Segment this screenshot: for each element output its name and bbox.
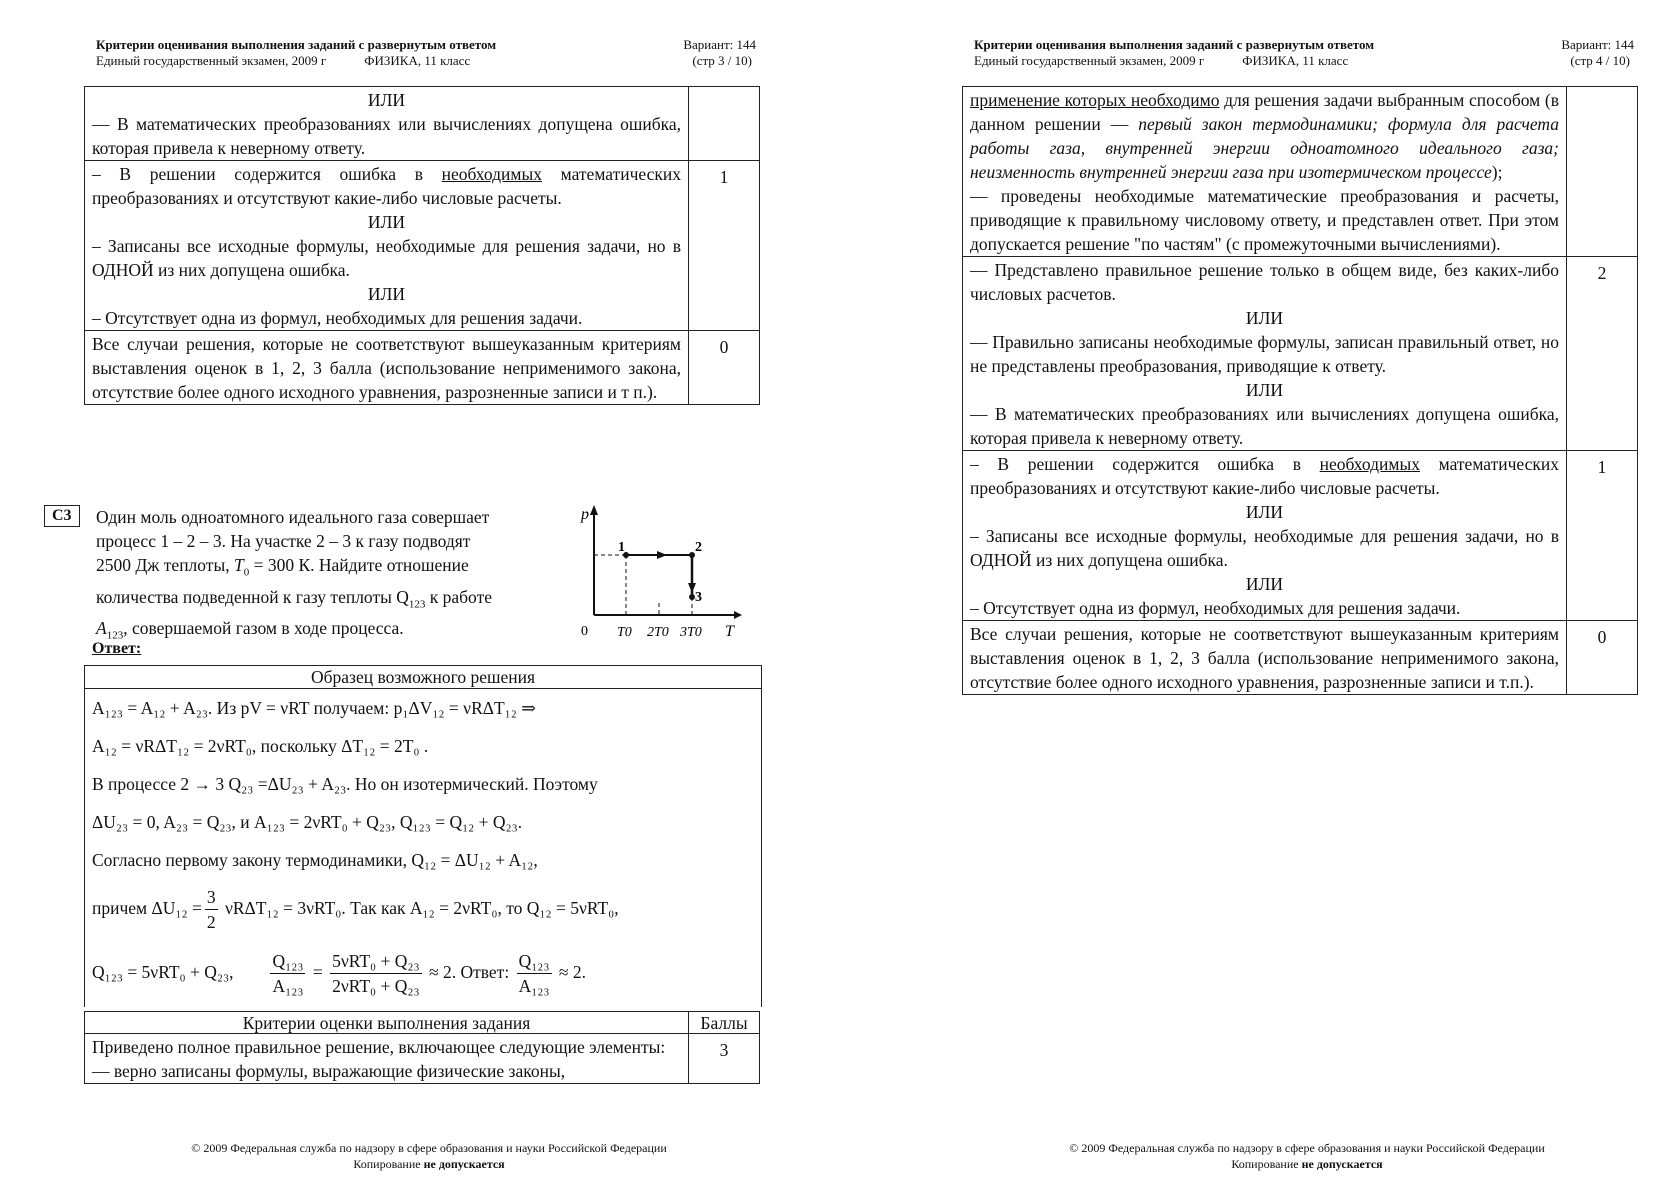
page-header xyxy=(962,0,1652,68)
text-span: математических преобразованиях и отсутствуют какие-либо числовые расчеты. xyxy=(92,164,681,208)
criteria-text: – Записаны все исходные формулы, необходимые для решения задачи, но в ОДНОЙ из них допущена ошибка. xyxy=(970,526,1559,570)
fraction-denominator: A₁₂₃ xyxy=(272,976,304,997)
text-span: Q₁₂₃ = 5νRT₀ + Q₂₃, xyxy=(92,962,234,982)
text-span: Копирование xyxy=(353,1157,424,1171)
footer-copyright: © 2009 Федеральная служба по надзору в сфере образования и науки Российской Федерации xyxy=(191,1141,667,1155)
ili-label: ИЛИ xyxy=(367,212,406,232)
task-line: количества подведенной к газу теплоты $Q_{123}$ к работе xyxy=(96,586,492,610)
text-span: к работе xyxy=(425,586,492,607)
task-label: С3 xyxy=(44,505,80,527)
y-axis-label: p xyxy=(581,506,589,523)
tick-label: 2T0 xyxy=(647,625,669,640)
table-row xyxy=(85,87,760,161)
score-cell: 1 xyxy=(1567,451,1638,621)
criteria-text: Приведено полное правильное решение, включающее следующие элементы: xyxy=(92,1037,666,1057)
solution-line: A₁₂₃ = A₁₂ + A₂₃. Из pV = νRT получаем: p₁ΔV₁₂ = νRΔT₁₂ ⇒ xyxy=(92,698,536,718)
bold-text: не допускается xyxy=(1301,1157,1383,1171)
score-cell: 3 xyxy=(689,1034,760,1084)
criteria-cell xyxy=(85,87,689,161)
underlined-text: необходимых xyxy=(1319,454,1420,474)
fraction-numerator: Q₁₂₃ xyxy=(517,949,552,974)
header-subtitle xyxy=(96,53,470,69)
score-cell: 1 xyxy=(689,161,760,331)
tick-label: T0 xyxy=(617,625,632,640)
process-arrow xyxy=(657,551,667,559)
text-span: – В решении содержится ошибка в xyxy=(970,454,1320,474)
footer-copy-note xyxy=(962,1156,1652,1172)
work-symbol: A xyxy=(96,618,107,638)
criteria-cell xyxy=(85,161,689,331)
table-row xyxy=(85,331,760,405)
fraction xyxy=(517,949,552,998)
solution-body xyxy=(85,689,761,1007)
text-span: Копирование xyxy=(1231,1157,1302,1171)
criteria-table-bottom xyxy=(84,1011,760,1084)
ili-label: ИЛИ xyxy=(1245,308,1284,328)
solution-line: Согласно первому закону термодинамики, Q₁₂ = ΔU₁₂ + A₁₂, xyxy=(92,850,538,870)
score-cell xyxy=(1567,87,1638,257)
page-footer xyxy=(84,1140,774,1172)
score-cell: 2 xyxy=(1567,257,1638,451)
solution-box xyxy=(84,665,762,1007)
ili-label: ИЛИ xyxy=(1245,380,1284,400)
solution-line: Q₁₂₃ = 5νRT₀ + Q₂₃, $\frac{\text{Q₁₂₃}}{\text{A₁₂₃}}$ = $\frac{\text{5νRT₀ + Q₂₃}}{\text{2νRT₀ + Q₂₃}}$ ≈ 2. Ответ: $\frac{\text{Q₁₂₃}}{\text{A₁₂₃}}$ ≈ 2. xyxy=(92,951,586,997)
criteria-cell xyxy=(963,257,1567,451)
y-axis-arrow xyxy=(590,505,598,515)
criteria-text: – Записаны все исходные формулы, необходимые для решения задачи, но в ОДНОЙ из них допущена ошибка. xyxy=(92,236,681,280)
tick-label: 3T0 xyxy=(680,625,702,640)
page-number: (стр 3 / 10) xyxy=(692,53,752,68)
point-label: 1 xyxy=(618,540,625,555)
task-line: процесс 1 – 2 – 3. На участке 2 – 3 к газу подводят xyxy=(96,531,471,551)
pt-graph xyxy=(579,505,754,655)
criteria-table-top xyxy=(84,86,760,405)
fraction xyxy=(270,949,305,998)
criteria-text: — проведены необходимые математические преобразования и расчеты, приводящие к правильному числовому ответу, и представлен ответ. При этом допускается решение "по частям" (с промежуточными вычислениями). xyxy=(970,186,1559,254)
header-title: Критерии оценивания выполнения заданий с развернутым ответом xyxy=(96,37,497,52)
italic-text: первый закон термодинамики; формула для расчета работы газа, внутренней энергии одноатомного идеального газа; неизменность внутренней энергии газа при изотермическом процессе xyxy=(970,114,1559,182)
x-axis-label: T xyxy=(725,623,734,640)
criteria-text: Все случаи решения, которые не соответствуют вышеуказанным критериям выставления оценок в 1, 2, 3 балла (использование неприменимого закона, отсутствие более одного исходного уравнения, разрозненные записи и т п.). xyxy=(92,334,681,402)
exam-subject: ФИЗИКА, 11 класс xyxy=(1242,53,1349,68)
table-row xyxy=(85,1034,760,1084)
criteria-cell xyxy=(963,451,1567,621)
task-line: Один моль одноатомного идеального газа совершает xyxy=(96,507,490,527)
task-line: $A_{123}$, совершаемой газом в ходе процесса. xyxy=(96,618,404,642)
criteria-text xyxy=(970,452,1559,500)
underlined-text: применение которых необходимо xyxy=(970,90,1220,110)
text-span: ≈ 2. xyxy=(558,962,586,982)
left-page xyxy=(52,0,774,1171)
column-header: Критерии оценки выполнения задания xyxy=(85,1012,689,1034)
table-row xyxy=(85,161,760,331)
text-span: для решения задачи выбранным способом (в данном решении — xyxy=(970,90,1559,134)
solution-line: A₁₂ = νRΔT₁₂ = 2νRT₀, поскольку ΔT₁₂ = 2T₀ . xyxy=(92,736,429,756)
table-row xyxy=(963,621,1638,695)
exam-year: Единый государственный экзамен, 2009 г xyxy=(974,53,1205,68)
column-header: Баллы xyxy=(689,1012,760,1034)
footer-copyright: © 2009 Федеральная служба по надзору в сфере образования и науки Российской Федерации xyxy=(1069,1141,1545,1155)
table-row xyxy=(963,451,1638,621)
fraction-numerator: Q₁₂₃ xyxy=(270,949,305,974)
text-span: 2500 Дж теплоты, xyxy=(96,555,234,575)
point-label: 3 xyxy=(695,590,702,605)
criteria-text: — Представлено правильное решение только в общем виде, без каких-либо числовых расчетов. xyxy=(970,260,1559,304)
criteria-text: Все случаи решения, которые не соответствуют вышеуказанным критериям выставления оценок в 1, 2, 3 балла (использование неприменимого закона, отсутствие более одного исходного уравнения, разрозненные записи и т.п.). xyxy=(970,624,1559,692)
solution-line xyxy=(92,879,754,937)
table-header-row xyxy=(85,1012,760,1034)
footer-copy-note xyxy=(84,1156,774,1172)
score-cell: 0 xyxy=(1567,621,1638,695)
score-cell xyxy=(689,87,760,161)
criteria-text: — верно записаны формулы, выражающие физические законы, xyxy=(92,1061,566,1081)
fraction-denominator: A₁₂₃ xyxy=(518,976,550,997)
fraction xyxy=(205,885,218,934)
text-span: – В решении содержится ошибка в xyxy=(92,164,442,184)
text-span: νRΔT₁₂ = 3νRT₀. Так как A₁₂ = 2νRT₀, то Q₁₂ = 5νRT₀, xyxy=(220,898,619,918)
criteria-cell xyxy=(963,87,1567,257)
task-text xyxy=(96,505,576,648)
table-row xyxy=(963,257,1638,451)
criteria-cell xyxy=(85,331,689,405)
ili-label: ИЛИ xyxy=(367,284,406,304)
score-cell: 0 xyxy=(689,331,760,405)
solution-header: Образец возможного решения xyxy=(85,666,761,689)
temperature-symbol: T xyxy=(233,555,244,575)
text-span: количества подведенной к газу теплоты Q xyxy=(96,586,409,607)
criteria-table-right xyxy=(962,86,1638,695)
task-line: 2500 Дж теплоты, $T_0 = 300$ К. Найдите отношение xyxy=(96,555,469,579)
text-span: ≈ 2. Ответ: xyxy=(428,962,510,982)
criteria-text: — В математических преобразованиях или вычислениях допущена ошибка, которая привела к неверному ответу. xyxy=(970,404,1559,448)
header-title: Критерии оценивания выполнения заданий с развернутым ответом xyxy=(974,37,1375,52)
underlined-text: необходимых xyxy=(441,164,542,184)
x-axis-arrow xyxy=(734,611,742,619)
text-span: , совершаемой газом в ходе процесса. xyxy=(123,618,404,638)
table-row xyxy=(963,87,1638,257)
criteria-cell xyxy=(963,621,1567,695)
solution-line: В процессе 2 → 3 Q₂₃ =ΔU₂₃ + A₂₃. Но он изотермический. Поэтому xyxy=(92,774,598,794)
page-header xyxy=(84,0,774,68)
fraction-denominator: 2 xyxy=(206,912,216,933)
fraction xyxy=(330,949,422,998)
exam-year: Единый государственный экзамен, 2009 г xyxy=(96,53,327,68)
fraction-denominator: 2νRT₀ + Q₂₃ xyxy=(332,976,420,997)
criteria-text: – Отсутствует одна из формул, необходимых для решения задачи. xyxy=(92,308,583,328)
answer-label: Ответ: xyxy=(92,640,142,657)
criteria-text: — Правильно записаны необходимые формулы, записан правильный ответ, но не представлены преобразования, приводящие к ответу. xyxy=(970,332,1559,376)
bold-text: не допускается xyxy=(423,1157,505,1171)
header-subtitle xyxy=(974,53,1348,69)
ili-label: ИЛИ xyxy=(1245,574,1284,594)
criteria-cell xyxy=(85,1034,689,1084)
answer-text: Ответ xyxy=(92,640,136,657)
criteria-text: – Отсутствует одна из формул, необходимых для решения задачи. xyxy=(970,598,1461,618)
variant-label: Вариант: 144 xyxy=(1561,37,1634,52)
fraction-numerator: 5νRT₀ + Q₂₃ xyxy=(330,949,422,974)
text-span: математических преобразованиях и отсутствуют какие-либо числовые расчеты. xyxy=(970,454,1559,498)
text-span: причем ΔU₁₂ = xyxy=(92,898,202,918)
solution-line: ΔU₂₃ = 0, A₂₃ = Q₂₃, и A₁₂₃ = 2νRT₀ + Q₂₃, Q₁₂₃ = Q₁₂ + Q₂₃. xyxy=(92,812,523,832)
origin-label: 0 xyxy=(581,624,588,639)
ili-label: ИЛИ xyxy=(367,90,406,110)
variant-label: Вариант: 144 xyxy=(683,37,756,52)
page-footer xyxy=(962,1140,1652,1172)
criteria-text xyxy=(92,162,681,210)
page-number: (стр 4 / 10) xyxy=(1570,53,1630,68)
fraction-numerator: 3 xyxy=(205,885,218,910)
criteria-text: — В математических преобразованиях или вычислениях допущена ошибка, которая привела к неверному ответу. xyxy=(92,114,681,158)
right-page xyxy=(962,0,1652,1171)
text-span: ); xyxy=(1491,162,1503,182)
text-span: = 300 К. Найдите отношение xyxy=(249,555,469,575)
ili-label: ИЛИ xyxy=(1245,502,1284,522)
criteria-text xyxy=(970,88,1559,184)
exam-subject: ФИЗИКА, 11 класс xyxy=(364,53,471,68)
point-label: 2 xyxy=(695,540,702,555)
